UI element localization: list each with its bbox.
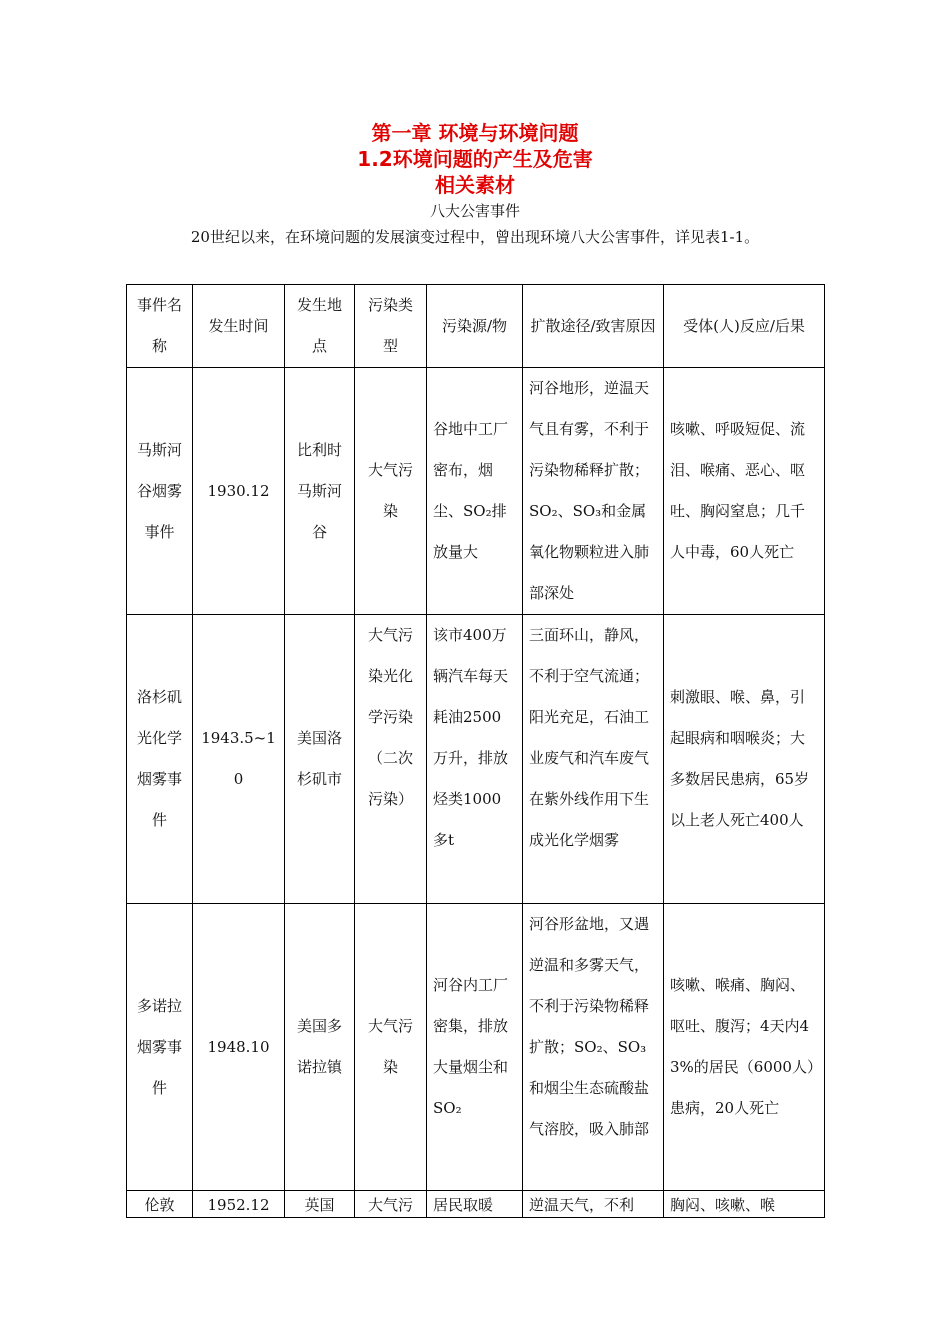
event-place-cell: 美国洛杉矶市: [285, 615, 355, 904]
pollution-events-table: [126, 284, 825, 1218]
event-time-cell: 1948.10: [193, 904, 285, 1191]
subtitle: 八大公害事件: [429, 202, 520, 220]
effect-cell: 刺激眼、喉、鼻，引起眼病和咽喉炎；大多数居民患病，65岁以上老人死亡400人: [664, 615, 825, 904]
column-header: 受体(人)反应/后果: [664, 285, 825, 368]
event-place-cell: 美国多诺拉镇: [285, 904, 355, 1191]
event-name-cell: 多诺拉烟雾事件: [127, 904, 193, 1191]
intro-paragraph: 20世纪以来，在环境问题的发展演变过程中，曾出现环境八大公害事件，详见表1-1。: [190, 228, 760, 246]
table-row: [127, 615, 825, 904]
column-header: 事件名称: [127, 285, 193, 368]
event-time-cell: 1930.12: [193, 368, 285, 615]
title-block: [0, 120, 950, 222]
section-title: 1.2环境问题的产生及危害: [357, 147, 593, 171]
chapter-title: 第一章 环境与环境问题: [371, 121, 579, 145]
diffusion-cause-cell: 逆温天气，不利: [523, 1191, 664, 1218]
event-time-cell: 1943.5~10: [193, 615, 285, 904]
column-header: 扩散途径/致害原因: [523, 285, 664, 368]
table-row: [127, 904, 825, 1191]
table-header-row: [127, 285, 825, 368]
effect-cell: 咳嗽、呼吸短促、流泪、喉痛、恶心、呕吐、胸闷窒息；几千人中毒，60人死亡: [664, 368, 825, 615]
diffusion-cause-cell: 河谷地形，逆温天气且有雾，不利于污染物稀释扩散；SO₂、SO₃和金属氧化物颗粒进入肺部深处: [523, 368, 664, 615]
pollution-source-cell: 谷地中工厂密布，烟尘、SO₂排放量大: [427, 368, 523, 615]
pollution-type-cell: 大气污染光化学污染（二次污染）: [355, 615, 427, 904]
event-place-cell: 英国: [285, 1191, 355, 1218]
column-header: 发生地点: [285, 285, 355, 368]
pollution-type-cell: 大气污染: [355, 368, 427, 615]
table-row: [127, 1191, 825, 1218]
event-place-cell: 比利时马斯河谷: [285, 368, 355, 615]
event-time-cell: 1952.12: [193, 1191, 285, 1218]
column-header: 污染类型: [355, 285, 427, 368]
pollution-type-cell: 大气污: [355, 1191, 427, 1218]
table-row: [127, 368, 825, 615]
pollution-source-cell: 河谷内工厂密集，排放大量烟尘和SO₂: [427, 904, 523, 1191]
event-name-cell: 伦敦: [127, 1191, 193, 1218]
diffusion-cause-cell: 河谷形盆地，又遇逆温和多雾天气，不利于污染物稀释扩散；SO₂、SO₃和烟尘生态硫酸盐气溶胶，吸入肺部: [523, 904, 664, 1191]
diffusion-cause-cell: 三面环山，静风，不利于空气流通；阳光充足，石油工业废气和汽车废气在紫外线作用下生成光化学烟雾: [523, 615, 664, 904]
pollution-type-cell: 大气污染: [355, 904, 427, 1191]
material-title: 相关素材: [435, 173, 515, 197]
effect-cell: 咳嗽、喉痛、胸闷、呕吐、腹泻；4天内43%的居民（6000人）患病，20人死亡: [664, 904, 825, 1191]
pollution-source-cell: 居民取暖: [427, 1191, 523, 1218]
column-header: 发生时间: [193, 285, 285, 368]
event-name-cell: 洛杉矶光化学烟雾事件: [127, 615, 193, 904]
effect-cell: 胸闷、咳嗽、喉: [664, 1191, 825, 1218]
pollution-source-cell: 该市400万辆汽车每天耗油2500万升，排放烃类1000多t: [427, 615, 523, 904]
column-header: 污染源/物: [427, 285, 523, 368]
event-name-cell: 马斯河谷烟雾事件: [127, 368, 193, 615]
